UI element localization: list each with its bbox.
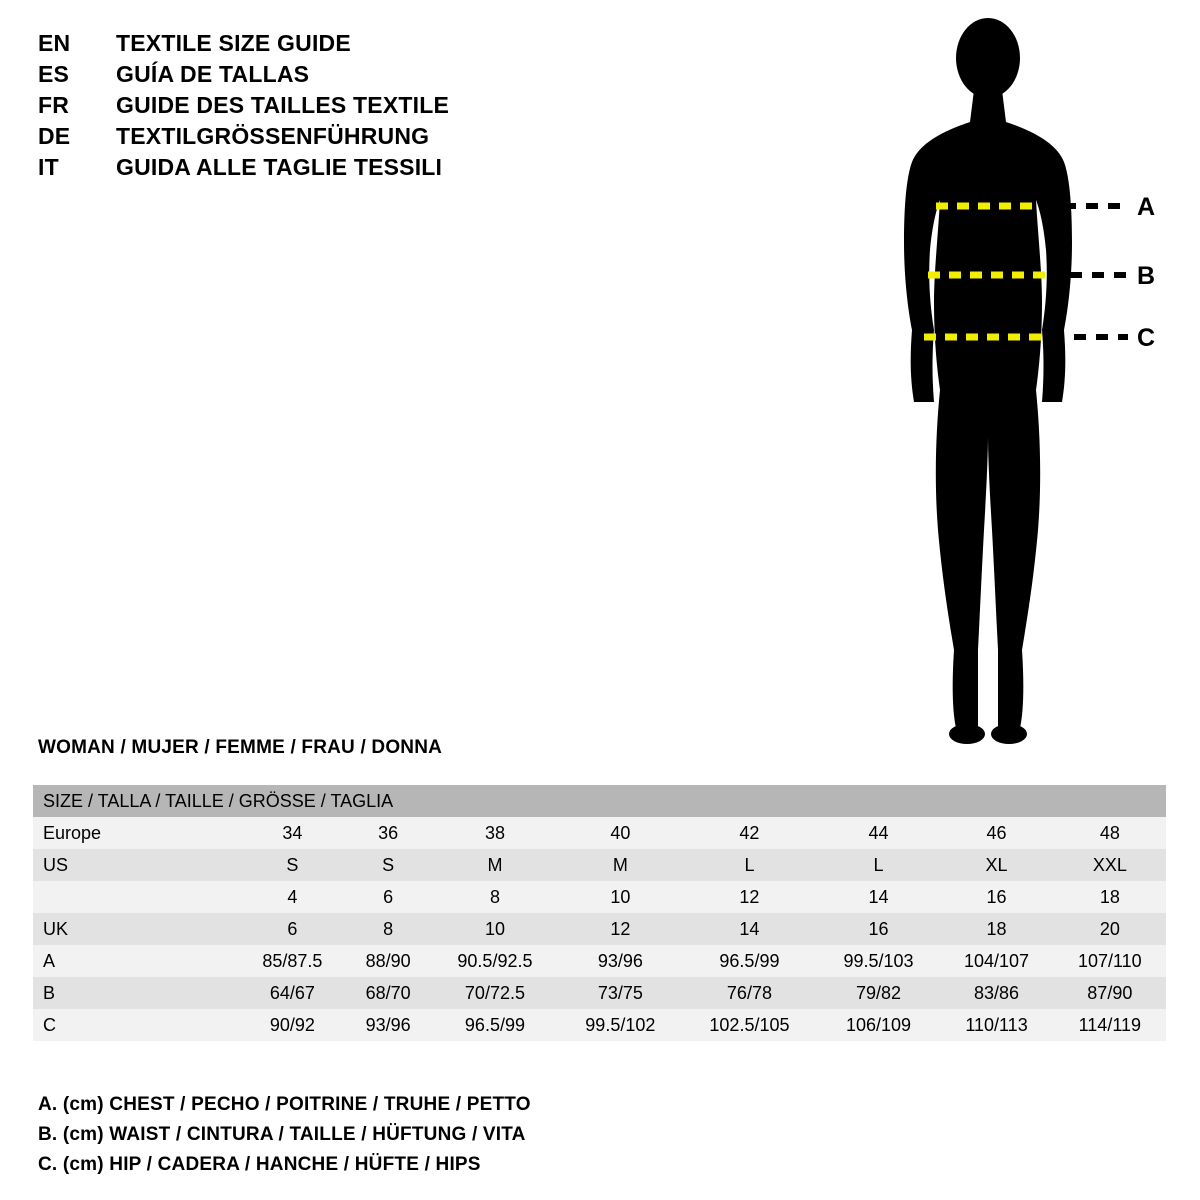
cell: 88/90	[365, 950, 411, 971]
cell: 73/75	[597, 982, 643, 1003]
cell: 20	[1099, 918, 1120, 939]
table-row	[33, 977, 1166, 1009]
row-label: B	[43, 982, 56, 1003]
cell: 18	[1099, 886, 1120, 907]
table-row	[33, 913, 1166, 945]
table-header-label: SIZE / TALLA / TAILLE / GRÖSSE / TAGLIA	[43, 790, 394, 811]
cell: 70/72.5	[464, 982, 525, 1003]
language-title: GUIDA ALLE TAGLIE TESSILI	[116, 154, 443, 180]
cell: 6	[287, 918, 298, 939]
row-label	[33, 881, 239, 913]
cell: 40	[610, 822, 631, 843]
cell: 68/70	[365, 982, 411, 1003]
cell: 87/90	[1087, 982, 1133, 1003]
cell: 104/107	[963, 950, 1030, 971]
row-label: A	[43, 950, 56, 971]
cell: 93/96	[365, 1014, 411, 1035]
table-row	[33, 945, 1166, 977]
cell: 99.5/103	[843, 950, 914, 971]
language-row	[38, 154, 638, 185]
cell: 114/119	[1078, 1014, 1142, 1035]
cell: 16	[868, 918, 889, 939]
language-title: TEXTILE SIZE GUIDE	[116, 30, 351, 56]
language-row	[38, 61, 638, 92]
row-label: C	[43, 1014, 56, 1035]
cell: 18	[986, 918, 1007, 939]
cell: 90.5/92.5	[457, 950, 533, 971]
cell: 79/82	[856, 982, 902, 1003]
cell: 16	[986, 886, 1007, 907]
cell: 46	[986, 822, 1007, 843]
cell: 4	[287, 886, 298, 907]
cell: 38	[484, 822, 505, 843]
cell: L	[744, 854, 755, 875]
table-row	[33, 817, 1166, 849]
footnote-a: A. (cm) CHEST / PECHO / POITRINE / TRUHE / PETTO	[38, 1094, 531, 1115]
cell: 96.5/99	[719, 950, 780, 971]
cell: 10	[484, 918, 505, 939]
cell: 102.5/105	[709, 1014, 790, 1035]
cell: 8	[489, 886, 500, 907]
measure-label-b: B	[1137, 262, 1156, 290]
language-row	[38, 92, 638, 123]
language-title: TEXTILGRÖSSENFÜHRUNG	[116, 123, 430, 149]
cell: 83/86	[974, 982, 1020, 1003]
cell: 64/67	[269, 982, 315, 1003]
cell: 106/109	[846, 1014, 912, 1035]
cell: 42	[739, 822, 760, 843]
cell: 10	[610, 886, 631, 907]
language-title: GUÍA DE TALLAS	[116, 61, 310, 87]
language-code: FR	[38, 92, 70, 118]
table-header-row	[33, 785, 1166, 817]
footnote-c: C. (cm) HIP / CADERA / HANCHE / HÜFTE / HIPS	[38, 1154, 481, 1175]
measure-label-c: C	[1137, 324, 1156, 352]
cell: S	[382, 854, 395, 875]
language-row	[38, 123, 638, 154]
measure-label-a: A	[1137, 193, 1156, 221]
language-code: EN	[38, 30, 71, 56]
footnotes	[38, 1090, 531, 1180]
table-row	[33, 881, 1166, 913]
row-label: Europe	[43, 822, 102, 843]
cell: 14	[868, 886, 889, 907]
cell: M	[612, 854, 628, 875]
cell: S	[286, 854, 299, 875]
row-label: US	[43, 854, 69, 875]
body-figure-area	[860, 10, 1190, 770]
cell: 107/110	[1077, 950, 1142, 971]
size-table	[33, 785, 1166, 1041]
cell: XL	[985, 854, 1008, 875]
table-row	[33, 849, 1166, 881]
cell: XXL	[1092, 854, 1127, 875]
footnote-b: B. (cm) WAIST / CINTURA / TAILLE / HÜFTUNG / VITA	[38, 1124, 526, 1145]
cell: 93/96	[597, 950, 643, 971]
cell: 48	[1099, 822, 1120, 843]
language-title-block	[38, 30, 638, 185]
language-code: ES	[38, 61, 70, 87]
female-body-silhouette-icon	[860, 10, 1190, 770]
cell: 76/78	[726, 982, 772, 1003]
language-code: IT	[38, 154, 59, 180]
cell: 14	[739, 918, 760, 939]
cell: 110/113	[965, 1014, 1028, 1035]
cell: 96.5/99	[464, 1014, 525, 1035]
cell: 34	[282, 822, 303, 843]
language-row	[38, 30, 638, 61]
cell: 6	[383, 886, 394, 907]
cell: L	[873, 854, 884, 875]
cell: 12	[610, 918, 631, 939]
cell: 12	[739, 886, 760, 907]
cell: 36	[378, 822, 399, 843]
language-title: GUIDE DES TAILLES TEXTILE	[116, 92, 449, 118]
cell: 85/87.5	[262, 950, 323, 971]
cell: 90/92	[269, 1014, 315, 1035]
section-heading-woman: WOMAN / MUJER / FEMME / FRAU / DONNA	[38, 737, 443, 758]
row-label: UK	[43, 918, 69, 939]
language-code: DE	[38, 123, 71, 149]
table-row	[33, 1009, 1166, 1041]
cell: 44	[868, 822, 889, 843]
cell: M	[487, 854, 503, 875]
cell: 8	[383, 918, 394, 939]
cell: 99.5/102	[585, 1014, 656, 1035]
